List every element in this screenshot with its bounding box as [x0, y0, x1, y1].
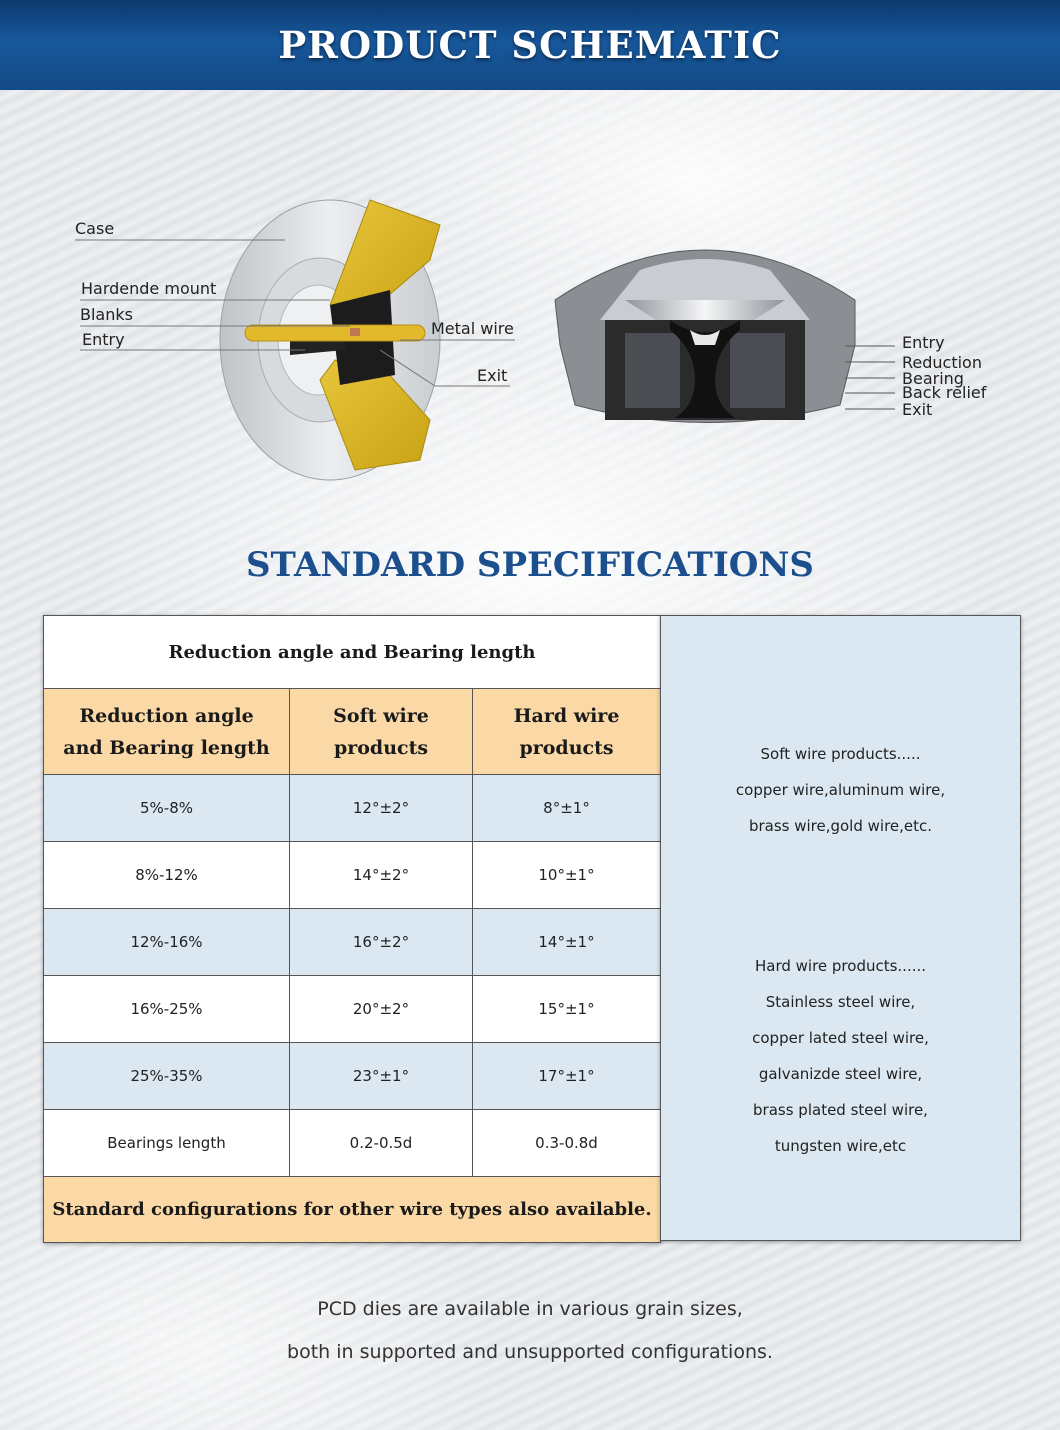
hard-note-line: Hard wire products...... — [754, 957, 927, 975]
column-header-reduction-line1: Reduction angle — [79, 704, 254, 727]
cell-hard: 10°±1° — [473, 842, 661, 909]
column-header-soft — [290, 689, 473, 775]
cell-range: 16%-25% — [44, 976, 290, 1043]
table-footer-row — [44, 1177, 661, 1243]
cell-hard: 8°±1° — [473, 775, 661, 842]
column-header-reduction-line2: and Bearing length — [63, 736, 270, 759]
soft-wire-notes — [661, 736, 1020, 844]
cell-range: 25%-35% — [44, 1043, 290, 1110]
wire-types-panel — [660, 615, 1021, 1241]
specifications-table — [43, 615, 661, 1243]
label-metal-wire: Metal wire — [431, 319, 514, 338]
hard-note-line: copper lated steel wire, — [752, 1029, 929, 1047]
column-header-hard-line2: products — [519, 736, 614, 759]
cell-range: 5%-8% — [44, 775, 290, 842]
label-exit-left: Exit — [477, 366, 508, 385]
column-header-soft-line1: Soft wire — [333, 704, 429, 727]
label-entry-right: Entry — [902, 333, 945, 352]
cell-hard: 14°±1° — [473, 909, 661, 976]
cell-hard: 0.3-0.8d — [473, 1110, 661, 1177]
hard-wire-notes — [661, 948, 1020, 1164]
label-exit-right: Exit — [902, 400, 933, 419]
label-entry-left: Entry — [82, 330, 125, 349]
product-schematic — [0, 90, 1060, 510]
hard-note-line: tungsten wire,etc — [774, 1137, 907, 1155]
soft-note-line: brass wire,gold wire,etc. — [748, 817, 933, 835]
page-title: PRODUCT SCHEMATIC — [278, 23, 782, 67]
cell-soft: 14°±2° — [290, 842, 473, 909]
cell-range: Bearings length — [44, 1110, 290, 1177]
cell-soft: 16°±2° — [290, 909, 473, 976]
bottom-note-line1: PCD dies are available in various grain sizes, — [317, 1298, 743, 1320]
cell-hard: 15°±1° — [473, 976, 661, 1043]
table-footer-note: Standard configurations for other wire types also available. — [44, 1177, 661, 1243]
label-reduction: Reduction — [902, 353, 982, 372]
table-title-row — [44, 616, 661, 689]
soft-note-line: Soft wire products..... — [760, 745, 921, 763]
table-row — [44, 976, 661, 1043]
cell-range: 12%-16% — [44, 909, 290, 976]
die-cross-section — [555, 250, 855, 423]
column-header-soft-line2: products — [333, 736, 429, 759]
section-title-specifications: STANDARD SPECIFICATIONS — [246, 545, 814, 585]
header-banner — [0, 0, 1060, 90]
table-title: Reduction angle and Bearing length — [44, 616, 661, 689]
bottom-note-line2: both in supported and unsupported configurations. — [287, 1341, 773, 1363]
label-back-relief: Back relief — [902, 383, 987, 402]
label-blanks: Blanks — [80, 305, 133, 324]
hard-note-line: brass plated steel wire, — [753, 1101, 928, 1119]
table-row — [44, 775, 661, 842]
label-bearing: Bearing — [902, 369, 964, 388]
cell-hard: 17°±1° — [473, 1043, 661, 1110]
cell-soft: 23°±1° — [290, 1043, 473, 1110]
cell-soft: 12°±2° — [290, 775, 473, 842]
cell-soft: 20°±2° — [290, 976, 473, 1043]
hard-note-line: Stainless steel wire, — [765, 993, 916, 1011]
column-header-reduction — [44, 689, 290, 775]
table-row — [44, 909, 661, 976]
soft-note-line: copper wire,aluminum wire, — [735, 781, 946, 799]
column-header-hard-line1: Hard wire — [513, 704, 620, 727]
label-hardened-mount: Hardende mount — [81, 279, 217, 298]
table-row — [44, 842, 661, 909]
cell-range: 8%-12% — [44, 842, 290, 909]
cell-soft: 0.2-0.5d — [290, 1110, 473, 1177]
hard-note-line: galvanizde steel wire, — [758, 1065, 923, 1083]
label-case: Case — [75, 219, 115, 238]
table-row — [44, 1043, 661, 1110]
table-row — [44, 1110, 661, 1177]
column-header-row — [44, 689, 661, 775]
column-header-hard — [473, 689, 661, 775]
